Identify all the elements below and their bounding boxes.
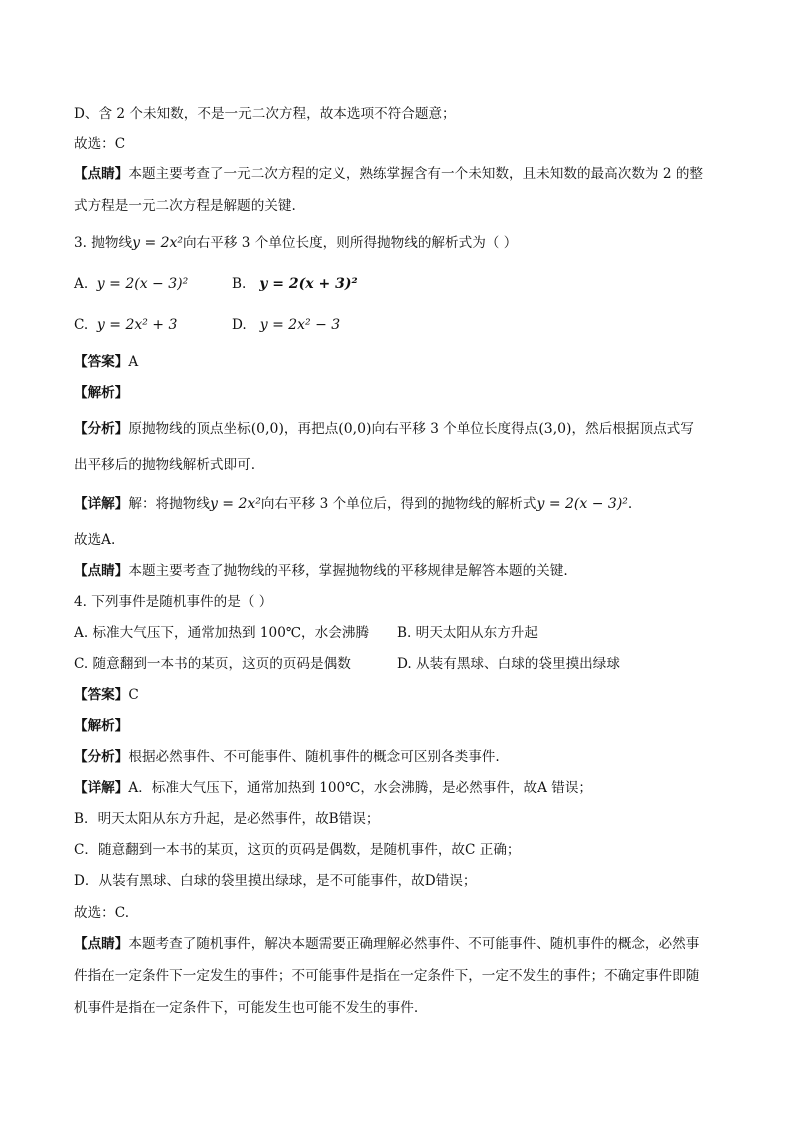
q3-fenxi-point-1: (0,0) — [250, 421, 284, 437]
q3-option-c-eq: y = 2x² + 3 — [96, 317, 178, 333]
prev-option-d: D、含 2 个未知数，不是一元二次方程，故本选项不符合题意； — [74, 106, 456, 122]
q3-fenxi-a: 原抛物线的顶点坐标 — [128, 421, 251, 437]
q3-xiangjie-tag: 【详解】 — [74, 496, 129, 512]
q3-option-c — [74, 315, 177, 335]
q4-jiexi-tag: 【解析】 — [74, 718, 129, 734]
q3-choose: 故选A. — [74, 532, 116, 548]
q4-choose: 故选：C. — [74, 905, 130, 921]
q4-dianjing-line-3: 机事件是指在一定条件下，可能发生也可能不发生的事件. — [74, 1000, 419, 1016]
q4-xiangjie-a-text: A．标准大气压下，通常加热到 100℃，水会沸腾，是必然事件，故A 错误； — [128, 780, 593, 796]
prev-answer-line: 故选：C — [74, 136, 126, 152]
q3-option-a — [74, 274, 188, 294]
q3-option-b-eq: y = 2(x + 3)² — [259, 276, 358, 292]
q4-answer — [74, 685, 139, 705]
q4-dianjing-text-1: 本题考查了随机事件，解决本题需要正确理解必然事件、不可能事件、随机事件的概念，必然事 — [128, 936, 700, 952]
q3-dianjing-tag: 【点睛】 — [74, 563, 129, 579]
q3-fenxi-d: ，然后根据顶点式写 — [571, 421, 694, 437]
q4-xiangjie-d: D．从装有黑球、白球的袋里摸出绿球，是不可能事件，故D错误； — [74, 873, 477, 889]
q3-answer-value: A — [128, 354, 139, 370]
q3-option-b — [232, 274, 358, 294]
q3-option-d — [232, 315, 340, 335]
q4-xiangjie-c: C．随意翻到一本书的某页，这页的页码是偶数，是随机事件，故C 正确； — [74, 842, 521, 858]
q4-xiangjie-a — [74, 778, 592, 798]
q4-xiangjie-tag: 【详解】 — [74, 780, 129, 796]
q3-xiangjie-c: . — [627, 496, 633, 512]
q4-fenxi-tag: 【分析】 — [74, 749, 129, 765]
q3-dianjing-text: 本题主要考查了抛物线的平移，掌握抛物线的平移规律是解答本题的关键. — [128, 563, 568, 579]
q3-stem-equation: y = 2x² — [132, 235, 184, 251]
q3-xiangjie-eq-2: y = 2(x − 3)² — [536, 496, 628, 512]
q3-jiexi — [74, 383, 128, 403]
q3-option-d-eq: y = 2x² − 3 — [259, 317, 341, 333]
prev-comment-line-2: 式方程是一元二次方程是解题的关键. — [74, 198, 296, 214]
q3-jiexi-tag: 【解析】 — [74, 385, 129, 401]
q3-stem — [74, 233, 517, 253]
q4-stem: 4. 下列事件是随机事件的是（ ） — [74, 594, 273, 610]
q3-xiangjie-eq-1: y = 2x² — [209, 496, 261, 512]
q3-stem-a: 3. 抛物线 — [74, 235, 133, 251]
q3-option-d-label: D. — [232, 317, 247, 333]
q3-xiangjie — [74, 494, 632, 514]
q3-fenxi-point-2: (0,0) — [338, 421, 372, 437]
q3-fenxi-c: 向右平移 3 个单位长度得点 — [371, 421, 539, 437]
q4-option-a: A. 标准大气压下，通常加热到 100℃，水会沸腾 — [74, 625, 370, 641]
q3-xiangjie-a: 解：将抛物线 — [128, 496, 210, 512]
q3-fenxi-tag: 【分析】 — [74, 421, 129, 437]
prev-comment-line-1 — [74, 164, 703, 184]
comment-tag: 【点睛】 — [74, 166, 129, 182]
q4-fenxi-text: 根据必然事件、不可能事件、随机事件的概念可区别各类事件. — [128, 749, 500, 765]
q4-dianjing-line-2: 件指在一定条件下一定发生的事件；不可能事件是指在一定条件下，一定不发生的事件；不确定事件即随 — [74, 968, 700, 984]
q3-option-b-label: B. — [232, 276, 247, 292]
q3-answer-tag: 【答案】 — [74, 354, 129, 370]
q4-dianjing-line-1 — [74, 934, 699, 954]
q4-option-c: C. 随意翻到一本书的某页，这页的页码是偶数 — [74, 656, 351, 672]
q3-option-c-label: C. — [74, 317, 89, 333]
q3-fenxi-point-3: (3,0) — [538, 421, 572, 437]
q3-option-a-label: A. — [74, 276, 89, 292]
q3-fenxi-b: ，再把点 — [283, 421, 339, 437]
q3-xiangjie-b: 向右平移 3 个单位后，得到的抛物线的解析式 — [260, 496, 537, 512]
comment-text-1: 本题主要考查了一元二次方程的定义，熟练掌握含有一个未知数，且未知数的最高次数为 2 的整 — [128, 166, 704, 182]
q3-answer — [74, 352, 138, 372]
q4-xiangjie-b: B．明天太阳从东方升起，是必然事件，故B错误； — [74, 811, 380, 827]
q3-fenxi-line-1 — [74, 419, 694, 439]
q4-fenxi — [74, 747, 500, 767]
q4-answer-value: C — [128, 687, 139, 703]
q4-dianjing-tag: 【点睛】 — [74, 936, 129, 952]
q3-dianjing — [74, 561, 568, 581]
q3-option-a-eq: y = 2(x − 3)² — [96, 276, 189, 292]
q4-jiexi — [74, 716, 128, 736]
q4-answer-tag: 【答案】 — [74, 687, 129, 703]
q4-option-b: B. 明天太阳从东方升起 — [397, 625, 538, 641]
q4-option-d: D. 从装有黑球、白球的袋里摸出绿球 — [397, 656, 620, 672]
q3-fenxi-line-2: 出平移后的抛物线解析式即可. — [74, 457, 256, 473]
q3-stem-b: 向右平移 3 个单位长度，则所得抛物线的解析式为（ ） — [183, 235, 518, 251]
